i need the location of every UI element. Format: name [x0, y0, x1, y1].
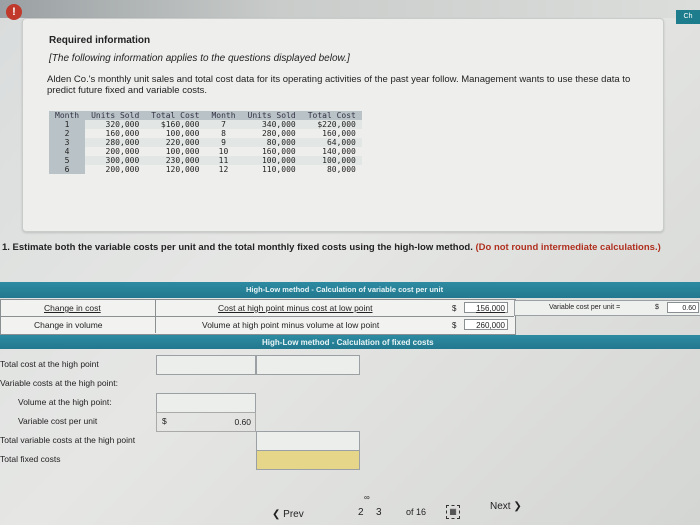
currency-symbol: $ [162, 416, 167, 426]
next-button[interactable] [490, 501, 522, 512]
change-in-cost-label: Change in cost [44, 303, 101, 313]
variable-cost-result-panel [514, 300, 700, 316]
total-variable-costs-input[interactable] [256, 431, 360, 451]
fixed-row-volume [0, 393, 360, 412]
question-text [2, 242, 662, 254]
total-cost-high-result[interactable] [256, 355, 360, 375]
variable-cost-per-unit-label: Variable cost per unit = [549, 304, 621, 311]
month-cell: 5 [49, 156, 85, 165]
units-cell: 200,000 [105, 165, 140, 174]
fixed-row-total-fixed [0, 450, 360, 469]
month-cell: 2 [49, 129, 85, 138]
table-row [49, 156, 362, 165]
row-label: Total fixed costs [0, 454, 61, 464]
table-row [49, 129, 362, 138]
cost-cell: 120,000 [165, 165, 200, 174]
currency-symbol: $ [655, 304, 659, 311]
question-note: (Do not round intermediate calculations.) [475, 242, 661, 253]
units-cell: 110,000 [261, 165, 296, 174]
cost-cell: 230,000 [145, 156, 205, 165]
cost-cell: 160,000 [322, 129, 356, 138]
units-cell: 200,000 [105, 147, 140, 156]
table-row [49, 165, 362, 174]
cost-cell: 64,000 [302, 138, 362, 147]
cost-description: Cost at high point minus cost at low point [218, 303, 373, 313]
info-description: Alden Co.'s monthly unit sales and total cost data for its operating activities of the past year follow. Management wants to use these data to predict future fixed and variable costs. [47, 74, 631, 96]
fixed-section-title: High-Low method - Calculation of fixed costs [262, 338, 434, 347]
question-main: 1. Estimate both the variable costs per unit and the total monthly fixed costs using the high-low method. [2, 242, 473, 253]
cost-cell: $220,000 [302, 120, 362, 129]
cost-data-table [49, 111, 362, 174]
cost-cell: 140,000 [322, 147, 356, 156]
fixed-row-total-cost [0, 355, 360, 374]
cost-cell: 100,000 [165, 147, 200, 156]
row-label: Variable cost per unit [18, 416, 98, 426]
units-cell: 280,000 [261, 129, 296, 138]
chevron-right-icon: ❯ [513, 501, 522, 512]
variable-cost-per-unit-output: 0.60 [667, 302, 699, 313]
row-label: Total cost at the high point [0, 359, 99, 369]
volume-high-input[interactable] [156, 393, 256, 413]
table-row [49, 147, 362, 156]
required-information-card [22, 18, 664, 232]
month-cell: 9 [205, 138, 241, 147]
currency-symbol: $ [452, 304, 457, 313]
units-cell: 280,000 [85, 138, 145, 147]
total-fixed-costs-input[interactable] [256, 450, 360, 470]
header-units-sold: Units Sold [242, 111, 302, 120]
fixed-row-variable-costs [0, 374, 360, 393]
row-label: Total variable costs at the high point [0, 435, 136, 445]
cost-cell: 100,000 [302, 156, 362, 165]
month-cell: 7 [205, 120, 241, 129]
prev-label: Prev [283, 509, 304, 520]
page-current[interactable]: 3 [376, 507, 382, 518]
change-in-volume-input[interactable]: 260,000 [464, 319, 508, 330]
fixed-row-total-variable [0, 431, 360, 450]
month-cell: 4 [49, 147, 85, 156]
cost-cell: 220,000 [145, 138, 205, 147]
header-month: Month [205, 111, 241, 120]
month-cell: 11 [205, 156, 241, 165]
variable-section-title: High-Low method - Calculation of variable cost per unit [246, 285, 444, 294]
month-cell: 6 [49, 165, 85, 174]
fixed-row-variable-cost-unit [0, 412, 360, 431]
currency-symbol: $ [452, 321, 457, 330]
units-cell: 320,000 [85, 120, 145, 129]
units-cell: 340,000 [242, 120, 302, 129]
header-month: Month [49, 111, 85, 120]
header-units-sold: Units Sold [85, 111, 145, 120]
alert-icon: ! [6, 4, 22, 20]
change-in-volume-label: Change in volume [34, 320, 103, 330]
units-cell: 80,000 [242, 138, 302, 147]
table-row [49, 120, 362, 129]
row-label: Variable costs at the high point: [0, 378, 118, 388]
units-cell: 300,000 [85, 156, 145, 165]
cost-cell: 80,000 [326, 165, 356, 174]
units-cell: 100,000 [242, 156, 302, 165]
chevron-left-icon: ❮ [272, 509, 281, 520]
corner-button[interactable]: Ch [676, 10, 700, 24]
header-total-cost: Total Cost [302, 111, 362, 120]
change-in-cost-input[interactable]: 156,000 [464, 302, 508, 313]
prev-button[interactable] [272, 509, 304, 520]
page-link-prev[interactable]: 2 [358, 507, 364, 518]
cost-cell: 100,000 [165, 129, 200, 138]
units-cell: 160,000 [105, 129, 140, 138]
divider [0, 316, 514, 317]
info-title: Required information [49, 35, 151, 46]
month-cell: 10 [218, 147, 229, 156]
page-count: of 16 [406, 507, 427, 517]
volume-description: Volume at high point minus volume at low point [202, 320, 380, 330]
info-subtitle: [The following information applies to the questions displayed below.] [49, 53, 350, 64]
month-cell: 3 [49, 138, 85, 147]
variable-cost-per-unit-cell [156, 412, 256, 432]
total-cost-high-input[interactable] [156, 355, 256, 375]
table-row [49, 138, 362, 147]
navigation-bar [0, 495, 700, 525]
table-header-row [49, 111, 362, 120]
month-cell: 1 [49, 120, 85, 129]
top-strip [0, 0, 700, 18]
link-icon: ∞ [364, 493, 370, 502]
month-cell: 12 [218, 165, 229, 174]
next-label: Next [490, 501, 511, 512]
header-total-cost: Total Cost [145, 111, 205, 120]
row-label: Volume at the high point: [18, 397, 112, 407]
month-cell: 8 [221, 129, 226, 138]
units-cell: 160,000 [261, 147, 296, 156]
variable-cost-per-unit-value: 0.60 [234, 417, 251, 427]
grid-icon[interactable]: ▦ [446, 505, 460, 519]
cost-cell: $160,000 [145, 120, 205, 129]
